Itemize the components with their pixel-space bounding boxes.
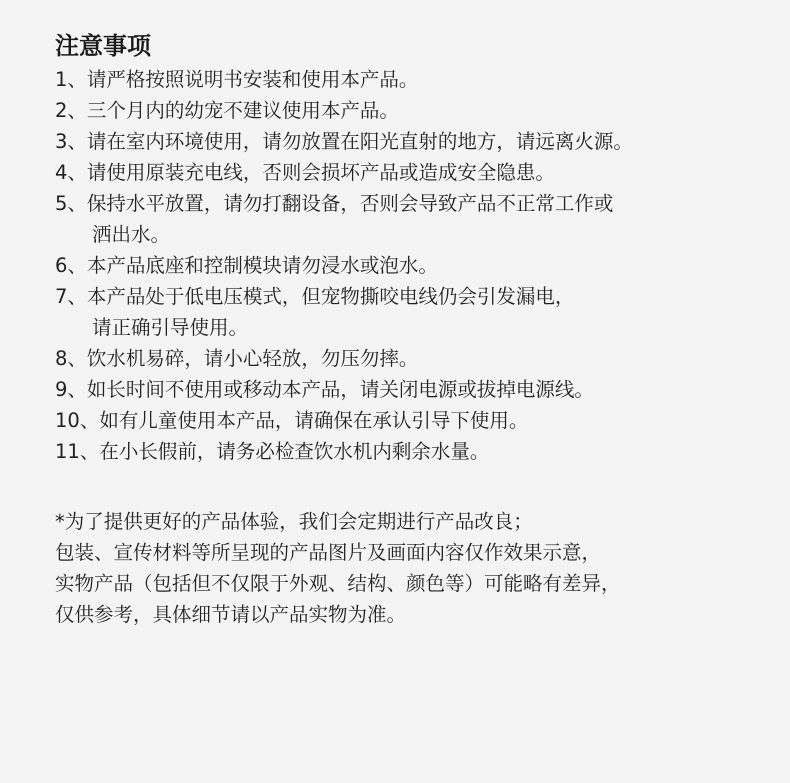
item-text: 9、如长时间不使用或移动本产品，请关闭电源或拔掉电源线。 [55,378,594,401]
page-title: 注意事项 [55,32,151,60]
item-text: 6、本产品底座和控制模块请勿浸水或泡水。 [55,254,438,277]
item-text: 1、请严格按照说明书安装和使用本产品。 [55,68,419,91]
list-item [55,281,790,343]
list-item [55,250,790,281]
list-item [55,157,790,188]
item-text: 7、本产品处于低电压模式，但宠物撕咬电线仍会引发漏电， [55,285,575,308]
item-text: 4、请使用原装充电线，否则会损坏产品或造成安全隐患。 [55,161,555,184]
list-item [55,405,790,436]
list-item [55,64,790,95]
disclaimer-line: 包装、宣传材料等所呈现的产品图片及画面内容仅作效果示意， [55,541,602,564]
item-text: 5、保持水平放置，请勿打翻设备，否则会导致产品不正常工作或 [55,192,614,215]
list-item [55,126,790,157]
item-text: 10、如有儿童使用本产品，请确保在承认引导下使用。 [55,409,529,432]
list-item [55,436,790,467]
item-continuation: 洒出水。 [92,223,171,246]
item-text: 3、请在室内环境使用，请勿放置在阳光直射的地方，请远离火源。 [55,130,633,153]
disclaimer-line: 实物产品（包括但不仅限于外观、结构、颜色等）可能略有差异， [55,572,621,595]
list-item [55,95,790,126]
item-continuation: 请正确引导使用。 [92,316,249,339]
disclaimer [55,506,790,630]
item-text: 8、饮水机易碎，请小心轻放，勿压勿摔。 [55,347,419,370]
list-item [55,188,790,250]
item-text: 2、三个月内的幼宠不建议使用本产品。 [55,99,399,122]
item-text: 11、在小长假前，请务必检查饮水机内剩余水量。 [55,440,490,463]
list-item [55,343,790,374]
disclaimer-line: 仅供参考，具体细节请以产品实物为准。 [55,603,407,626]
notice-list [55,64,790,467]
disclaimer-line: *为了提供更好的产品体验，我们会定期进行产品改良； [55,510,533,533]
list-item [55,374,790,405]
